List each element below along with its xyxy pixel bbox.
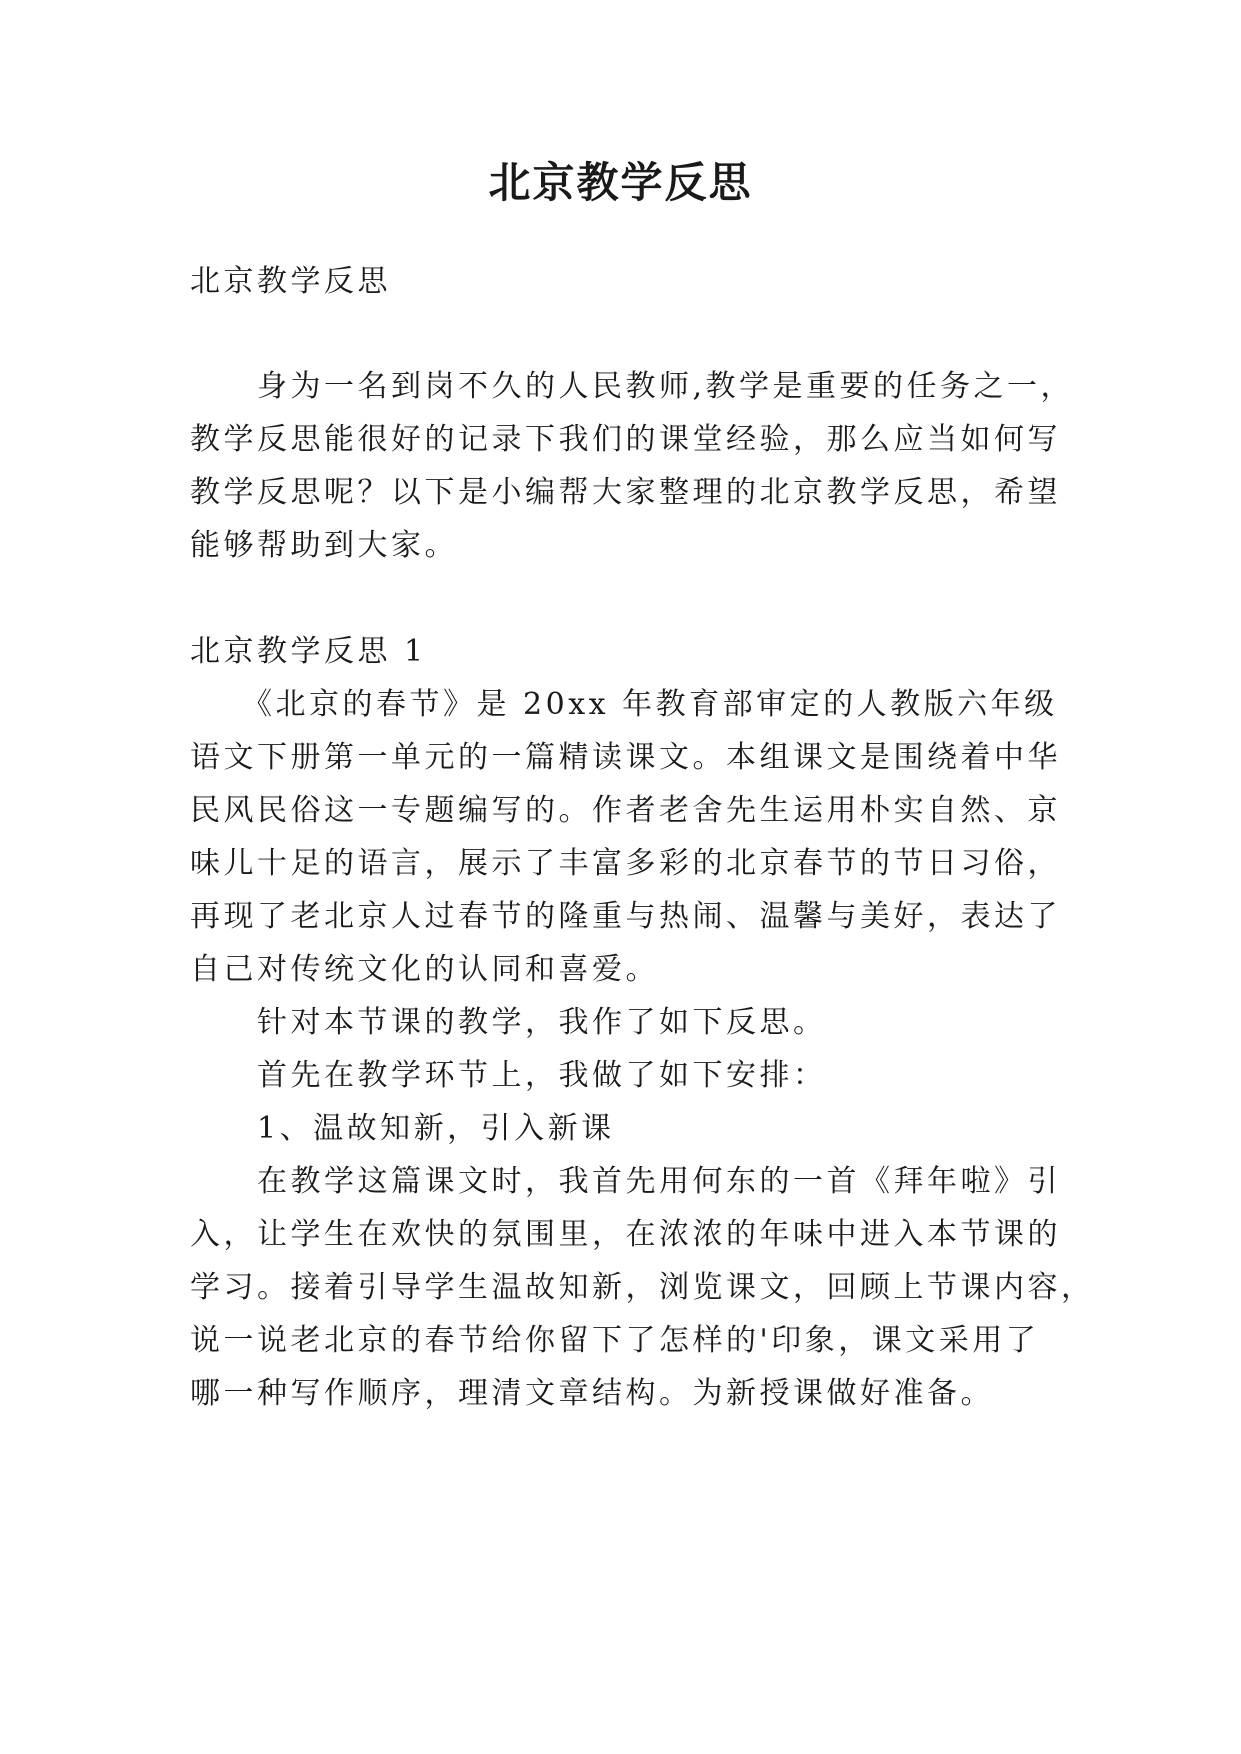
body-line-6: 自己对传统文化的认同和喜爱。 [190,952,659,987]
body-line-9: 1、温故知新，引入新课 [190,1111,615,1146]
body-line-11: 入，让学生在欢快的氛围里，在浓浓的年味中进入本节课的 [190,1217,1061,1252]
intro-line-1: 身为一名到岗不久的人民教师,教学是重要的任务之一， [190,369,1075,404]
intro-line-2: 教学反思能很好的记录下我们的课堂经验，那么应当如何写 [190,422,1061,457]
body-line-2: 语文下册第一单元的一篇精读课文。本组课文是围绕着中华 [190,740,1061,775]
body-line-13: 说一说老北京的春节给你留下了怎样的'印象，课文采用了 [190,1323,1040,1358]
document-subtitle: 北京教学反思 [190,264,391,299]
body-line-8: 首先在教学环节上，我做了如下安排： [190,1058,827,1093]
body-line-4: 味儿十足的语言，展示了丰富多彩的北京春节的节日习俗， [190,846,1061,881]
intro-line-4: 能够帮助到大家。 [190,528,458,563]
document-title: 北京教学反思 [488,158,753,207]
body-line-1: 《北京的春节》是 20xx 年教育部审定的人教版六年级 [190,687,1058,722]
intro-line-3: 教学反思呢？以下是小编帮大家整理的北京教学反思，希望 [190,475,1061,510]
body-line-3: 民风民俗这一专题编写的。作者老舍先生运用朴实自然、京 [190,793,1061,828]
body-line-14: 哪一种写作顺序，理清文章结构。为新授课做好准备。 [190,1376,994,1411]
body-line-7: 针对本节课的教学，我作了如下反思。 [190,1005,827,1040]
body-line-5: 再现了老北京人过春节的隆重与热闹、温馨与美好，表达了 [190,899,1061,934]
body-line-10: 在教学这篇课文时，我首先用何东的一首《拜年啦》引 [190,1164,1061,1199]
section-heading: 北京教学反思 1 [190,634,427,669]
body-line-12: 学习。接着引导学生温故知新，浏览课文，回顾上节课内容， [190,1270,1095,1305]
